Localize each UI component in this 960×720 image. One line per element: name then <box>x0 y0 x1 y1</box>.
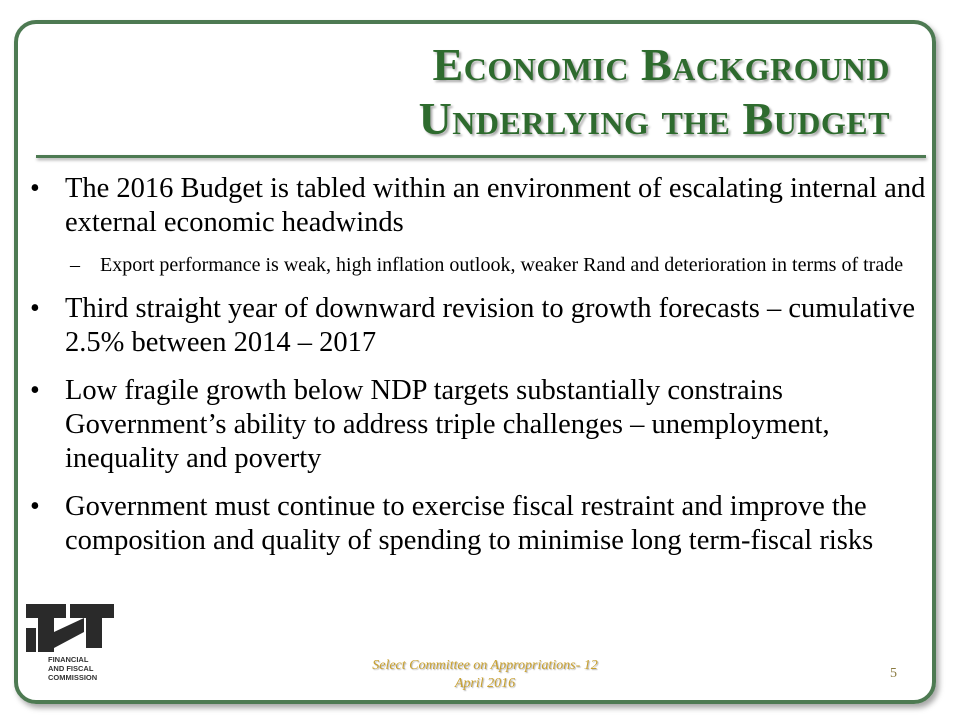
bullet-4-text: Government must continue to exercise fiscal restraint and improve the composition and quality of spending to minimise long term-fiscal risks <box>65 491 874 556</box>
slide-title <box>40 38 890 146</box>
bullet-1 <box>30 172 930 240</box>
sub-bullet-1-text: Export performance is weak, high inflation outlook, weaker Rand and deterioration in terms of trade <box>100 254 904 276</box>
logo-label <box>48 655 97 682</box>
page-number: 5 <box>890 666 897 681</box>
footer-line-2: April 2016 <box>454 676 516 691</box>
ffc-logo-icon <box>24 602 116 698</box>
bullet-3 <box>30 374 930 476</box>
sub-bullet-1 <box>30 252 930 278</box>
bullet-list <box>30 172 930 564</box>
logo-line-1: FINANCIAL <box>48 655 89 664</box>
logo-line-2: AND FISCAL <box>48 664 94 673</box>
bullet-3-text: Low fragile growth below NDP targets substantially constrains Government’s ability to address triple challenges – unemployment, inequality and poverty <box>65 375 830 474</box>
title-line-1: Economic Background <box>432 39 890 90</box>
footer-line-1: Select Committee on Appropriations- 12 <box>372 658 598 673</box>
slide-footer <box>340 657 630 693</box>
sub-bullet-dash: – <box>70 254 80 276</box>
title-divider <box>36 155 926 158</box>
bullet-4 <box>30 490 930 558</box>
title-line-2: Underlying the Budget <box>418 93 890 144</box>
bullet-2-text: Third straight year of downward revision to growth forecasts – cumulative 2.5% between 2014 – 2017 <box>65 293 916 358</box>
bullet-2 <box>30 292 930 360</box>
bullet-1-text: The 2016 Budget is tabled within an environment of escalating internal and external economic headwinds <box>65 173 926 238</box>
logo-line-3: COMMISSION <box>48 673 98 682</box>
